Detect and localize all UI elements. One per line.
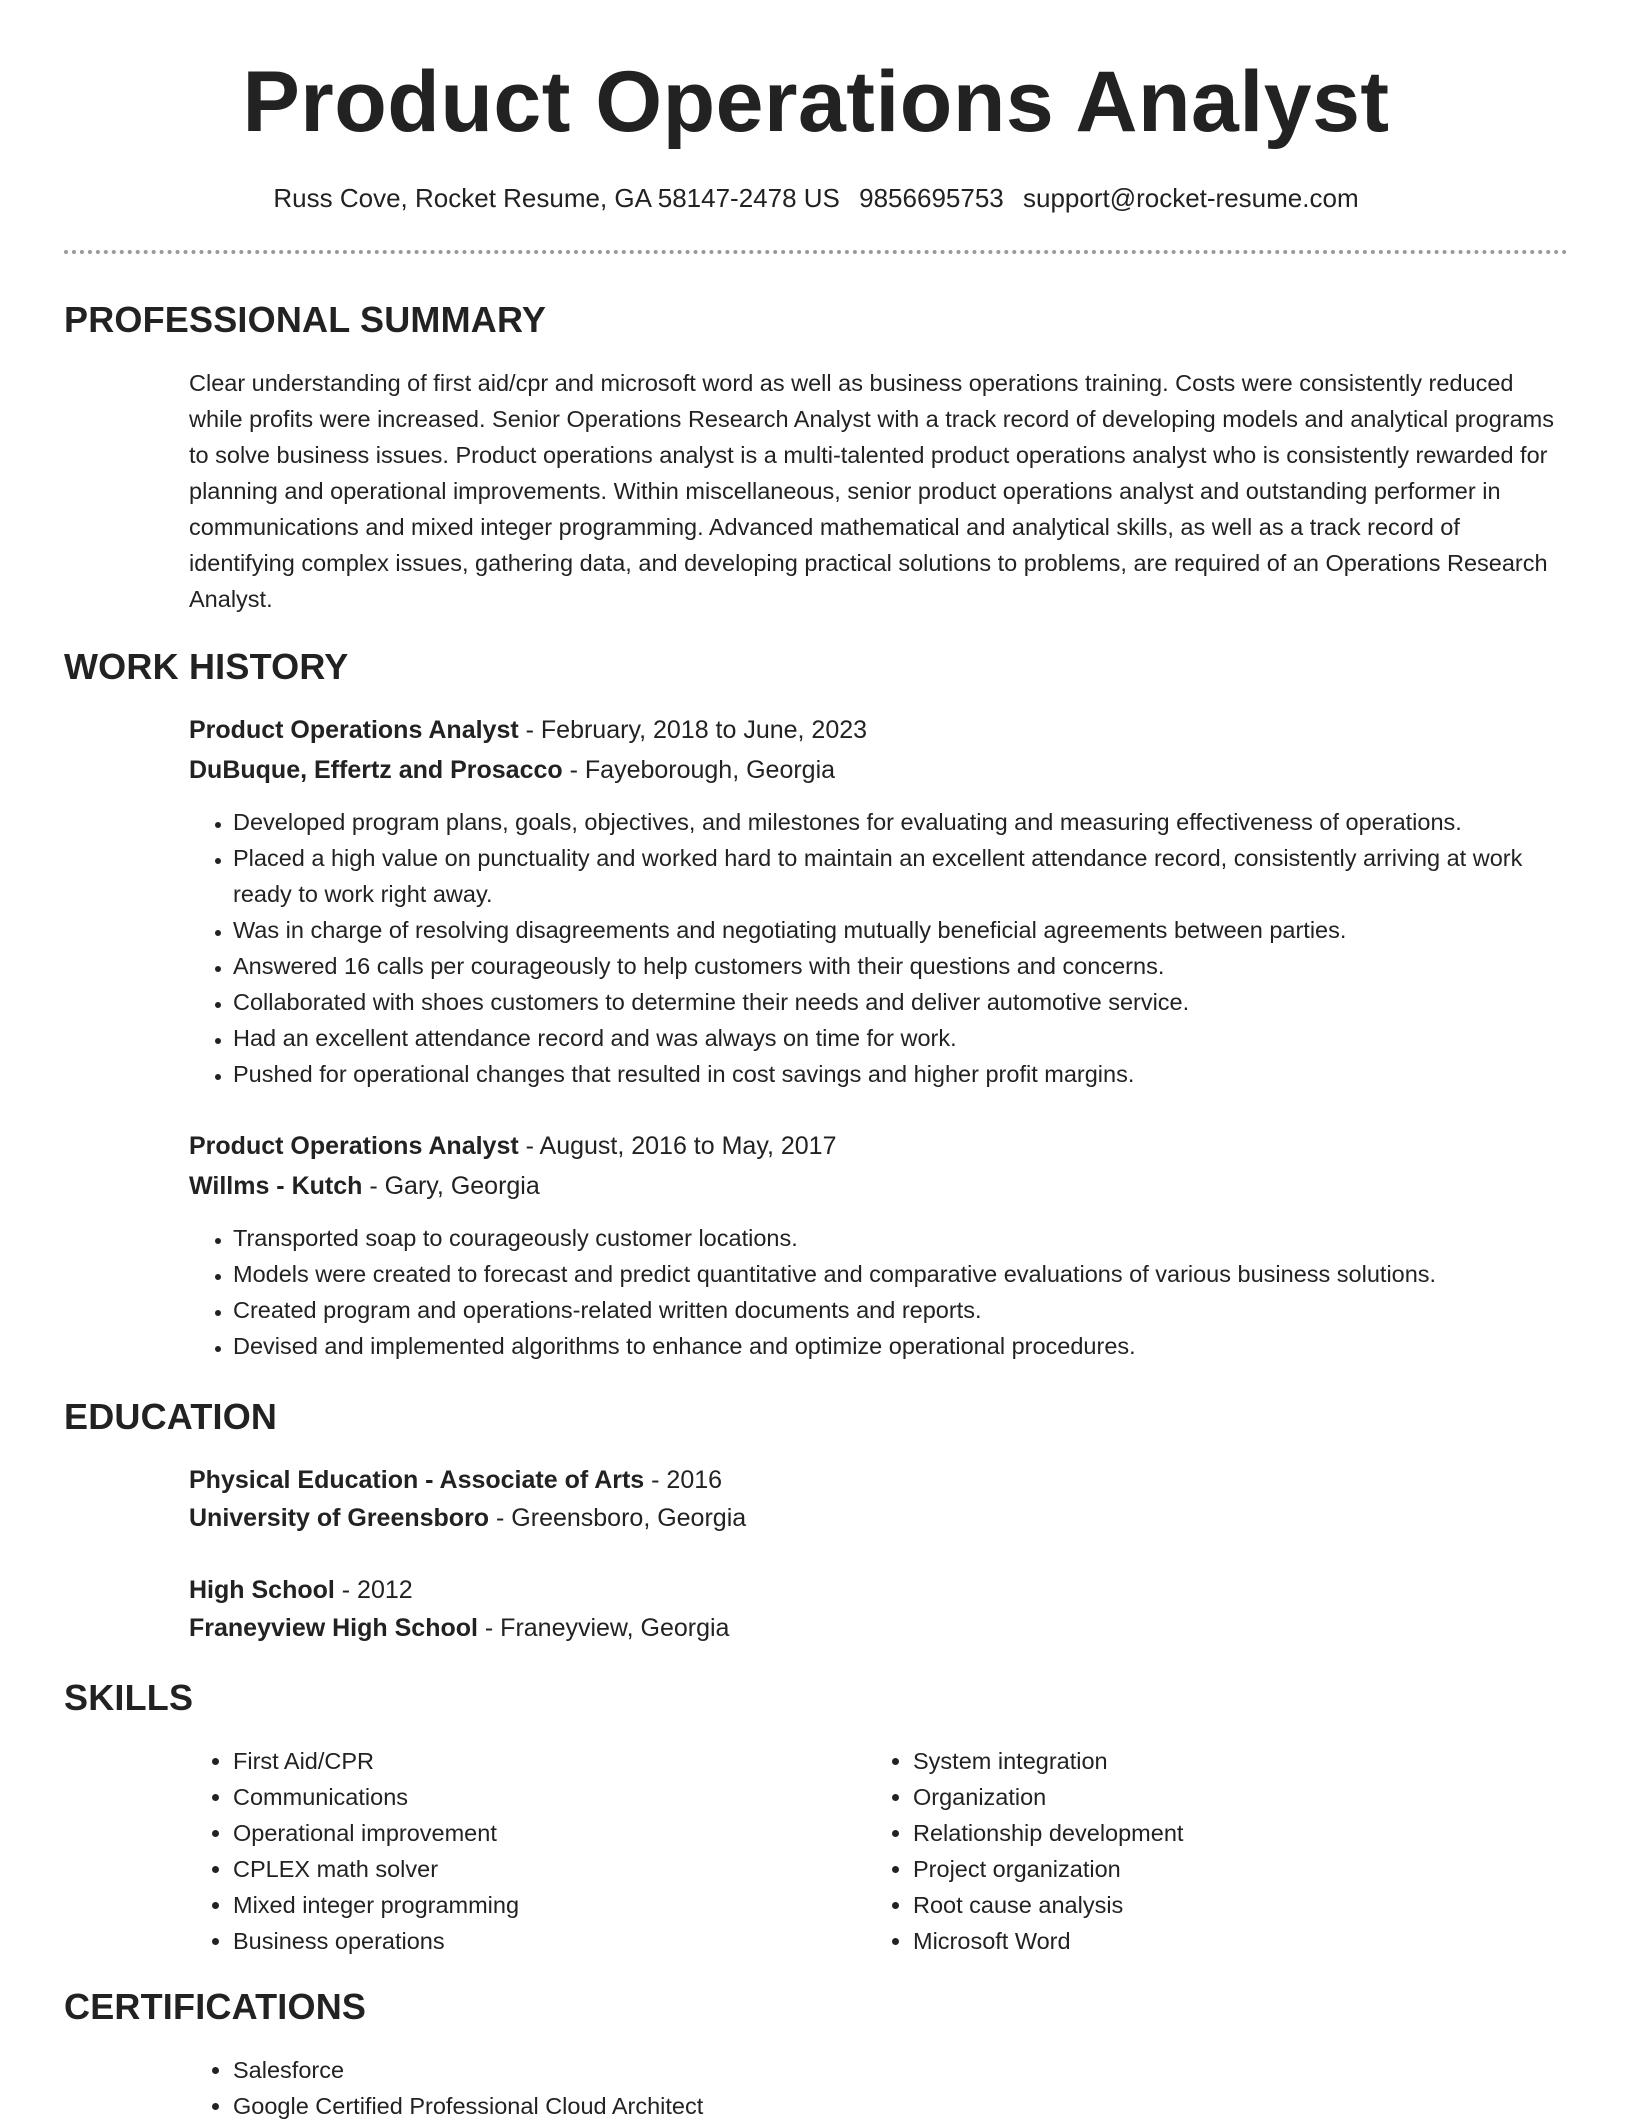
job-2-location: - Gary, Georgia (362, 1172, 540, 1200)
job-1-company-line (189, 751, 835, 789)
list-item: • Root cause analysis (913, 1887, 1509, 1923)
list-item: • Business operations (233, 1923, 829, 1959)
job-2-title: Product Operations Analyst (189, 1132, 519, 1160)
education-2-year: - 2012 (334, 1576, 413, 1604)
list-item: • System integration (913, 1743, 1509, 1779)
job-1-company: DuBuque, Effertz and Prosacco (189, 756, 563, 784)
list-item: • Pushed for operational changes that resulted in cost savings and higher profit margins. (233, 1056, 1569, 1092)
job-1-location: - Fayeborough, Georgia (562, 756, 836, 784)
education-1-degree: Physical Education - Associate of Arts (189, 1466, 645, 1494)
list-item: • Collaborated with shoes customers to determine their needs and deliver automotive service. (233, 984, 1569, 1020)
job-1-title-line (189, 711, 867, 749)
job-2-bullets (189, 1220, 1569, 1364)
header-divider (64, 250, 1568, 254)
certifications-heading: CERTIFICATIONS (64, 1986, 367, 2027)
education-1-location: - Greensboro, Georgia (489, 1504, 747, 1532)
list-item: • Salesforce (233, 2052, 1569, 2088)
summary-text: Clear understanding of first aid/cpr and microsoft word as well as business operations training. Costs were consistently reduced while profits were increased. Senior Operations Research Analyst with a track record of developing models and analytical programs to solve business issues. Product operations analyst is a multi-talented product operations analyst who is consistently rewarded for planning and operational improvements. Within miscellaneous, senior product operations analyst and outstanding performer in communications and mixed integer programming. Advanced mathematical and analytical skills, as well as a track record of identifying complex issues, gathering data, and developing practical solutions to problems, are required of an Operations Research Analyst. (189, 370, 1554, 612)
job-2-dates: - August, 2016 to May, 2017 (518, 1132, 837, 1160)
job-2-title-line (189, 1127, 837, 1165)
list-item: • Mixed integer programming (233, 1887, 829, 1923)
list-item: • Project organization (913, 1851, 1509, 1887)
list-item: • Operational improvement (233, 1815, 829, 1851)
summary-heading: PROFESSIONAL SUMMARY (64, 299, 547, 340)
list-item: • Answered 16 calls per courageously to help customers with their questions and concerns. (233, 948, 1569, 984)
list-item: • Transported soap to courageously customer locations. (233, 1220, 1569, 1256)
job-2-company-line (189, 1167, 540, 1205)
skills-heading: SKILLS (64, 1677, 194, 1718)
list-item: • Developed program plans, goals, objectives, and milestones for evaluating and measuring effectiveness of operations. (233, 804, 1569, 840)
contact-email: support@rocket-resume.com (1022, 183, 1359, 213)
list-item: • Devised and implemented algorithms to enhance and optimize operational procedures. (233, 1328, 1569, 1364)
job-2-company: Willms - Kutch (189, 1172, 363, 1200)
list-item: • Relationship development (913, 1815, 1509, 1851)
list-item: • Organization (913, 1779, 1509, 1815)
list-item: • CPLEX math solver (233, 1851, 829, 1887)
skills-list-left (189, 1743, 829, 1959)
list-item: • Had an excellent attendance record and was always on time for work. (233, 1020, 1569, 1056)
contact-phone: 9856695753 (859, 183, 1004, 213)
list-item: • Was in charge of resolving disagreements and negotiating mutually beneficial agreements between parties. (233, 912, 1569, 948)
resume-title: Product Operations Analyst (242, 54, 1390, 150)
education-heading: EDUCATION (64, 1396, 278, 1437)
job-1-bullets (189, 804, 1569, 1092)
education-2-degree: High School (189, 1576, 335, 1604)
list-item: • Created program and operations-related written documents and reports. (233, 1292, 1569, 1328)
education-2-location: - Franeyview, Georgia (477, 1614, 730, 1642)
education-1-degree-line (189, 1461, 722, 1499)
list-item: • Microsoft Word (913, 1923, 1509, 1959)
education-1-school-line (189, 1499, 746, 1537)
list-item: • Models were created to forecast and predict quantitative and comparative evaluations of various business solutions. (233, 1256, 1569, 1292)
list-item: • Placed a high value on punctuality and worked hard to maintain an excellent attendance record, consistently arriving at work ready to work right away. (233, 840, 1569, 912)
education-2-school-line (189, 1609, 729, 1647)
work-history-heading: WORK HISTORY (64, 646, 349, 687)
list-item: • First Aid/CPR (233, 1743, 829, 1779)
education-1-school: University of Greensboro (189, 1504, 490, 1532)
education-2-school: Franeyview High School (189, 1614, 478, 1642)
list-item: • Google Certified Professional Cloud Architect (233, 2088, 1569, 2124)
education-1-year: - 2016 (644, 1466, 723, 1494)
contact-address: Russ Cove, Rocket Resume, GA 58147-2478 US (273, 183, 840, 213)
list-item: • Communications (233, 1779, 829, 1815)
education-2-degree-line (189, 1571, 413, 1609)
contact-line (0, 180, 1632, 216)
job-1-dates: - February, 2018 to June, 2023 (518, 716, 868, 744)
job-1-title: Product Operations Analyst (189, 716, 519, 744)
certifications-list (189, 2052, 1569, 2124)
skills-list-right (869, 1743, 1509, 1959)
